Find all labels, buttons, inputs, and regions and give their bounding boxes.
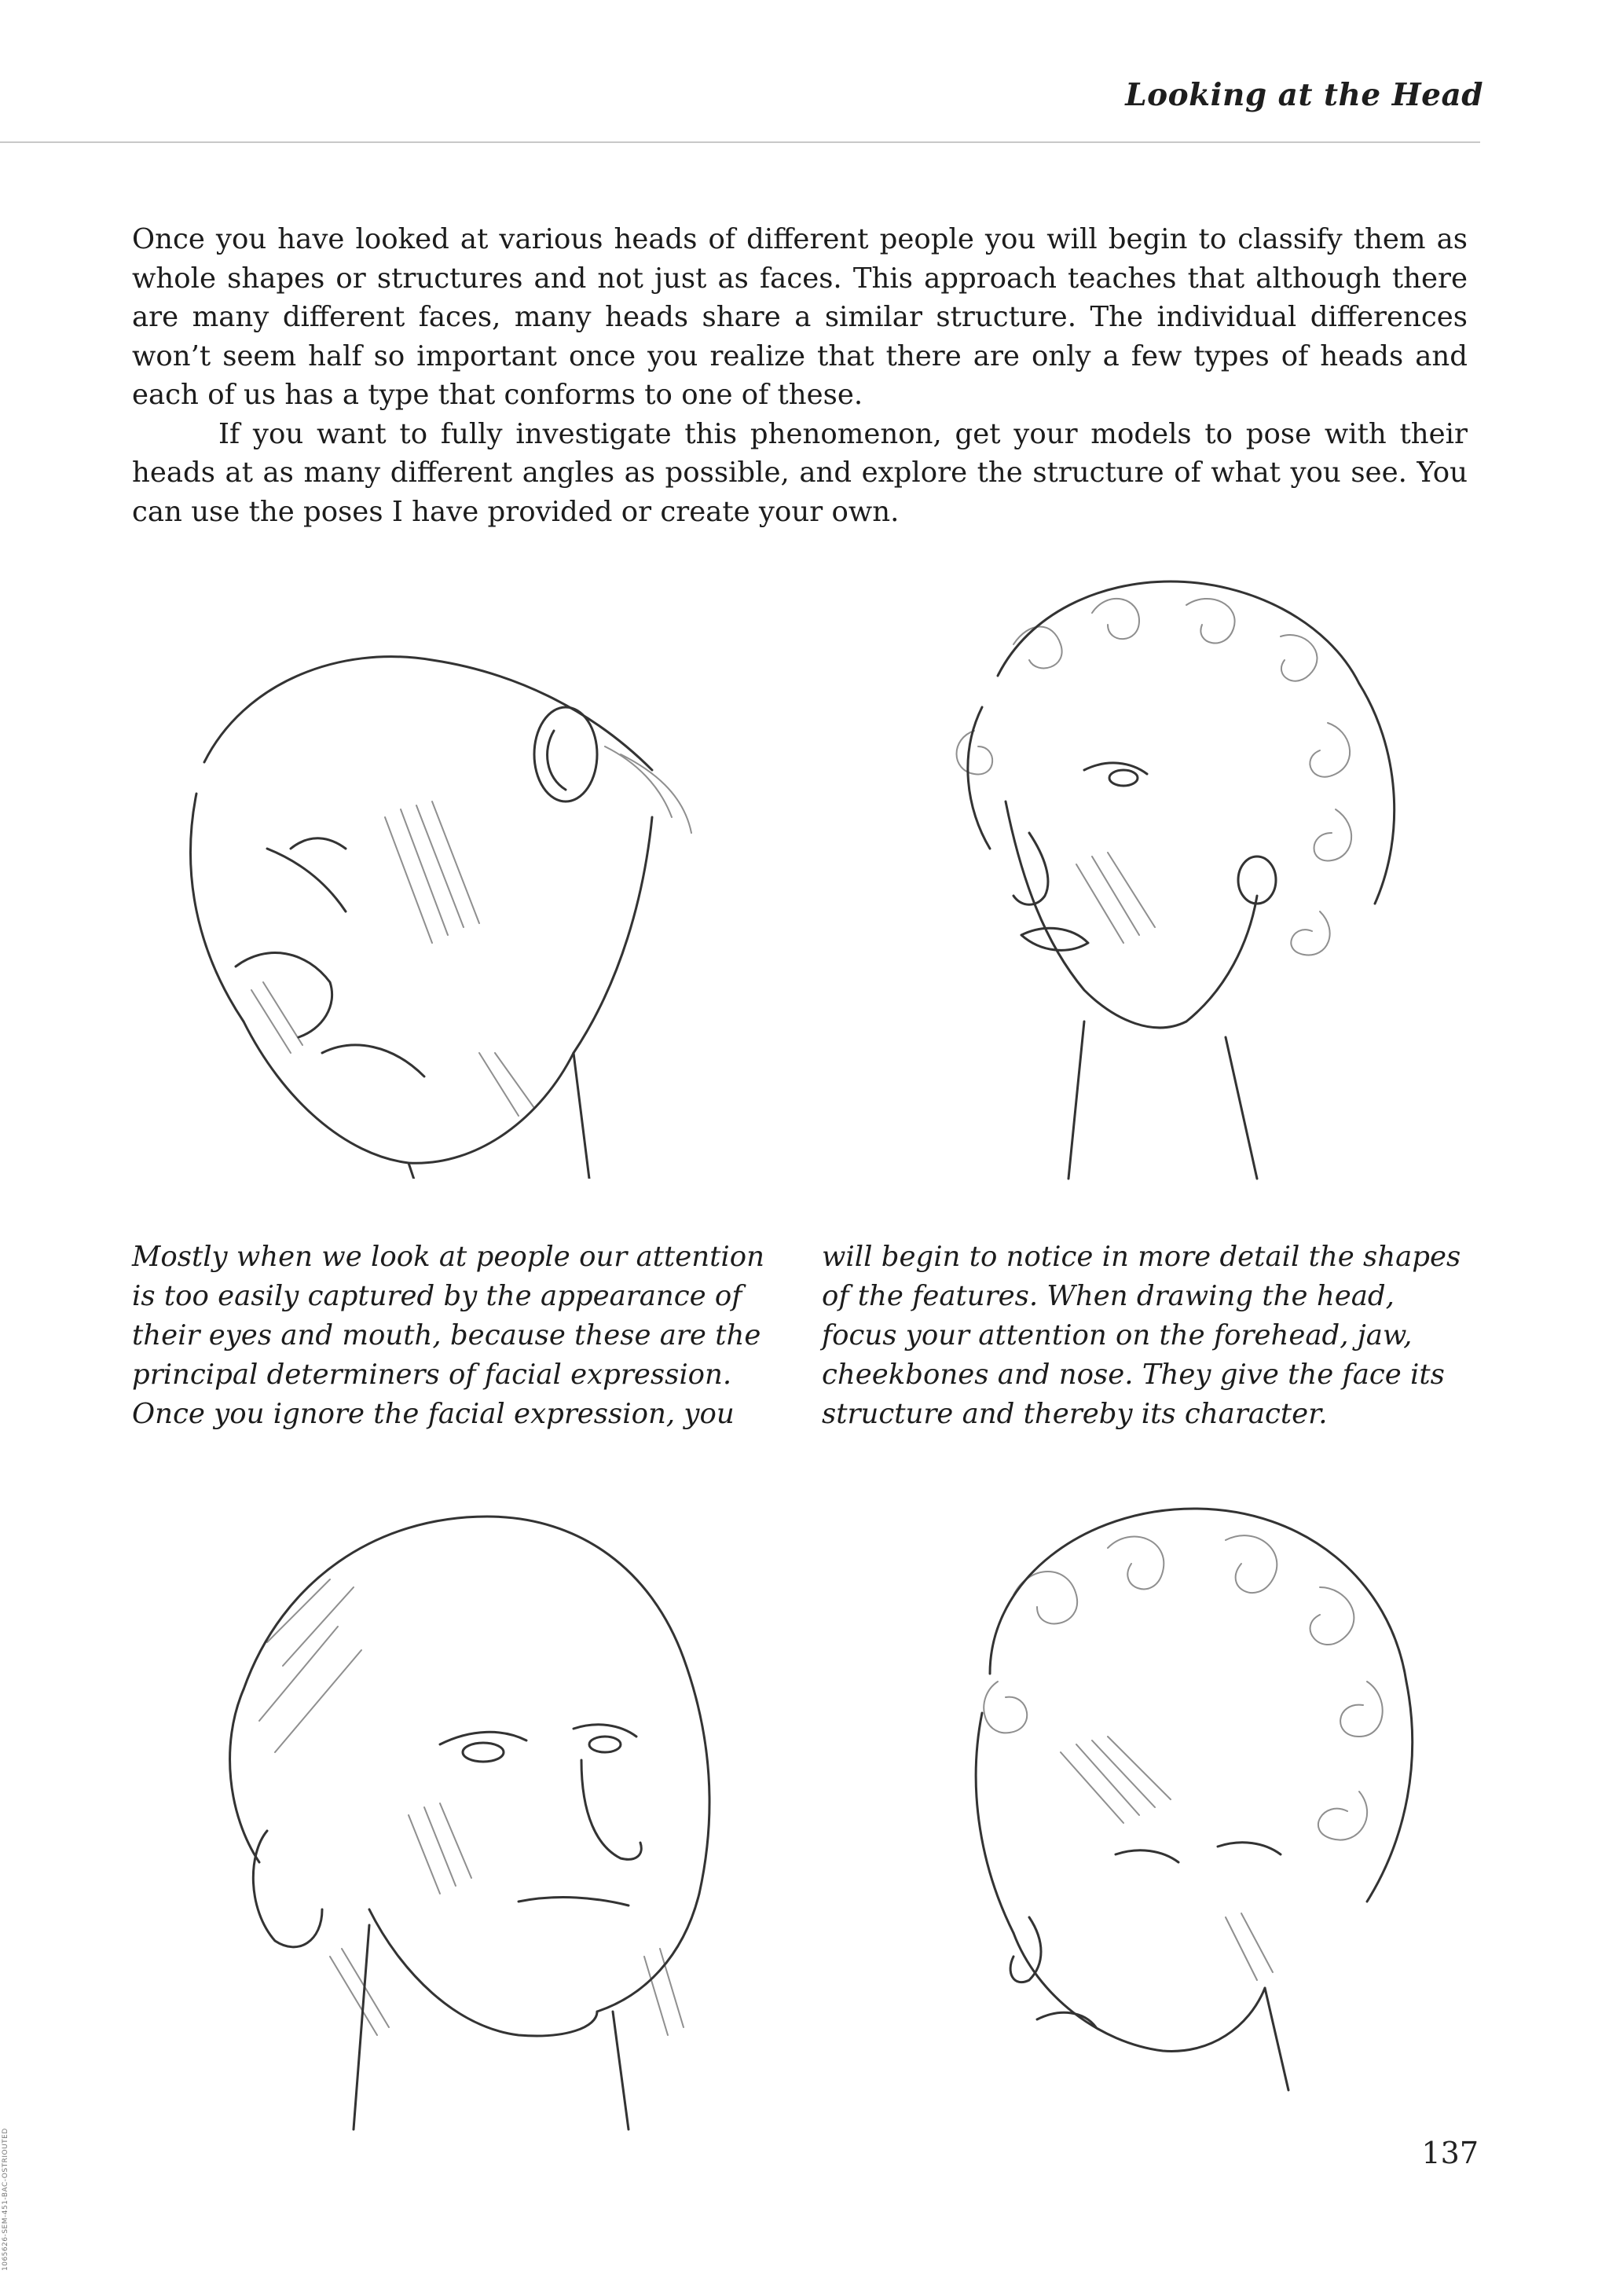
caption-left: Mostly when we look at people our attention is too easily captured by the appearance of their eyes and mouth, because these are the principal determiners of facial expression. Once you ignore the facial expression, you bbox=[132, 1241, 764, 1430]
header-rule bbox=[0, 141, 1480, 143]
body-text bbox=[132, 220, 1468, 531]
page-number: 137 bbox=[1421, 2136, 1479, 2170]
head-sketch-tilted-left bbox=[149, 613, 731, 1179]
edge-note: 1065626-SEM-451-BAC-OSTRIOUTED bbox=[2, 2128, 9, 2271]
head-sketch-child-curly bbox=[896, 1477, 1446, 2106]
running-head-title: Looking at the Head bbox=[1125, 77, 1483, 113]
head-sketch-man-three-quarter bbox=[173, 1485, 739, 2137]
caption-right: will begin to notice in more detail the shapes of the features. When drawing the head, focus your attention on the forehead, jaw, cheekbones and nose. They give the face its structure and thereby its character. bbox=[822, 1241, 1461, 1430]
body-paragraph-1: Once you have looked at various heads of different people you will begin to classify them as whole shapes or structures and not just as faces. This approach teaches that although there are many different faces, many heads share a similar structure. The individual differences won’t seem half so important once you realize that there are only a few types of heads and each of us has a type that conforms to one of these. bbox=[132, 223, 1468, 411]
body-paragraph-2: If you want to fully investigate this phenomenon, get your models to pose with their heads at as many different angles as possible, and explore the structure of what you see. You can use the poses I have provided or create your own. bbox=[132, 417, 1468, 528]
head-sketch-curly-upward bbox=[888, 550, 1438, 1194]
